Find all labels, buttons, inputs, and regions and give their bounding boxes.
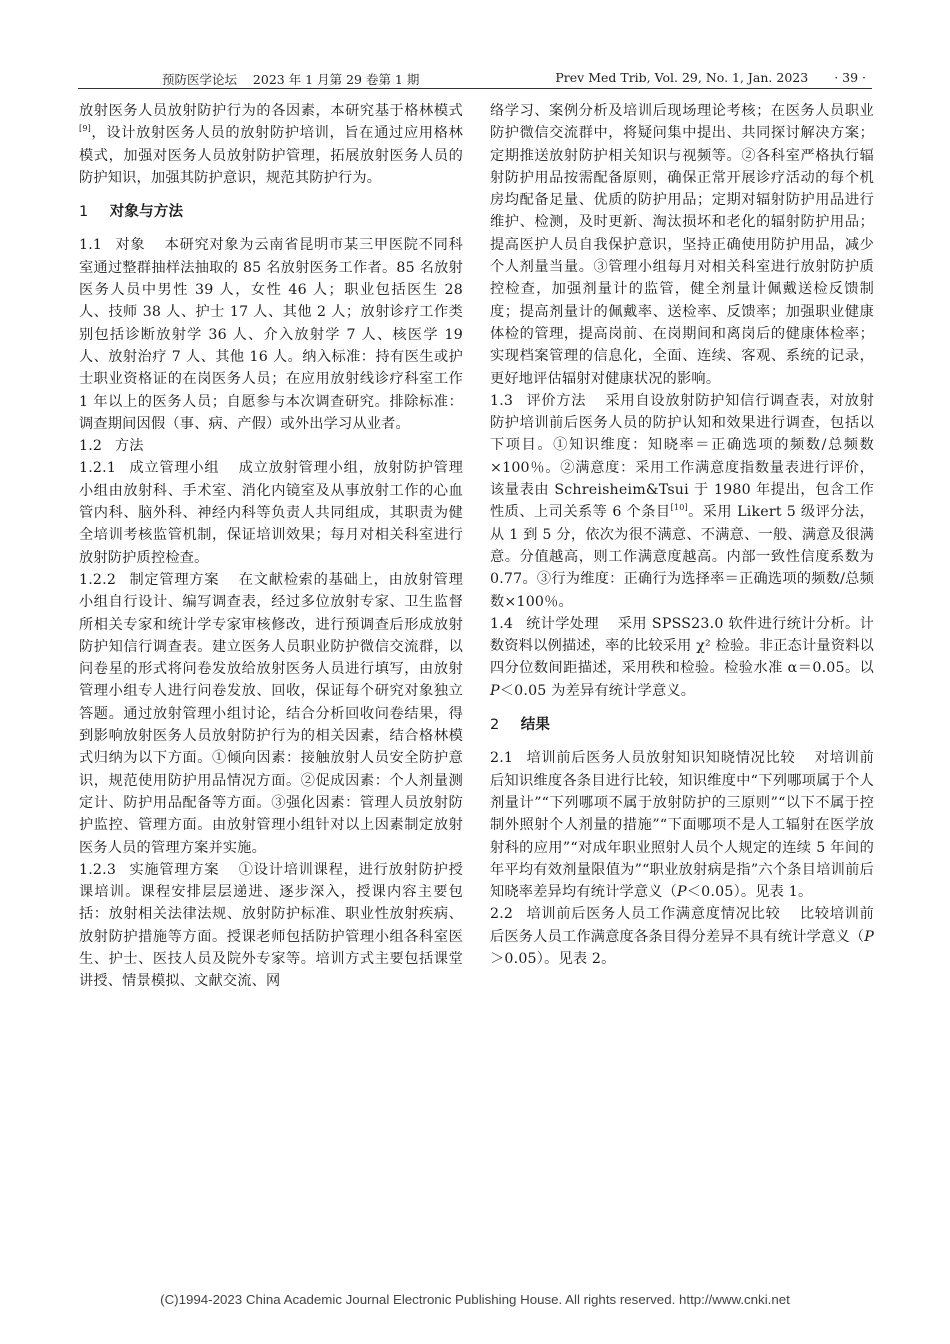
subsection-2-2-title: 培训前后医务人员工作满意度情况比较 (526, 906, 781, 923)
section-2-number: 2 (490, 717, 500, 734)
continued-paragraph (490, 100, 874, 390)
section-1-number: 1 (79, 204, 89, 221)
subsection-1-2 (79, 435, 463, 457)
subsection-1-2-1-title: 成立管理小组 (129, 460, 220, 477)
right-column (490, 100, 874, 970)
subsection-1-4 (490, 613, 874, 702)
intro-text: 放射医务人员放射防护行为的各因素，本研究基于格林模式[9]，设计放射医务人员的放射防护培训，旨在通过应用格林模式，加强对医务人员放射防护管理，拓展放射医务人员的防护知识，加强其防护意识，规范其防护行为。 (79, 103, 463, 186)
subsection-1-2-2-text: 在文献检索的基础上，由放射管理小组自行设计、编写调查表，经过多位放射专家、卫生监督所相关专家和统计学专家审核修改，进行预调查后形成放射防护知信行调查表。建立医务人员职业防护微信交流群，以问卷星的形式将问卷发放给放射医务人员进行填写，由放射管理小组专人进行问卷发放、回收，保证每个研究对象独立答题。通过放射管理小组讨论，结合分析回收问卷结果，得到影响放射医务人员放射防护行为的相关因素，结合格林模式归纳为以下方面。①倾向因素：接触放射人员安全防护意识，规范使用防护用品情况方面。②促成因素：个人剂量测定计、防护用品配备等方面。③强化因素：管理人员放射防护监控、管理方面。由放射管理小组针对以上因素制定放射医务人员的管理方案并实施。 (79, 571, 463, 856)
section-2-title: 结果 (520, 717, 551, 734)
subsection-1-2-title: 方法 (114, 438, 144, 455)
page-number: · 39 · (834, 70, 866, 85)
subsection-2-1-title: 培训前后医务人员放射知识知晓情况比较 (526, 750, 796, 767)
citation-marker: [10] (670, 503, 688, 513)
header-right (555, 70, 866, 85)
subsection-2-2-number: 2.2 (490, 906, 514, 923)
subsection-1-3 (490, 390, 874, 613)
issue-info-cn: 2023 年 1 月第 29 卷第 1 期 (252, 72, 420, 87)
subsection-1-1 (79, 234, 463, 435)
subsection-1-2-3 (79, 859, 463, 993)
section-1-heading (79, 201, 463, 223)
subsection-1-2-1-text: 成立放射管理小组，放射防护管理小组由放射科、手术室、消化内镜室及从事放射工作的心血管内科、脑外科、神经内科等负责人共同组成，其职责为健全培训考核监管机制，保证培训效果；每月对相关科室进行放射防护质控检查。 (79, 460, 463, 566)
subsection-1-2-2 (79, 569, 463, 859)
p-symbol: P (490, 682, 500, 699)
subsection-1-3-title: 评价方法 (526, 392, 587, 409)
subsection-1-2-1 (79, 457, 463, 568)
subsection-2-1 (490, 747, 874, 903)
subsection-1-1-number: 1.1 (79, 237, 103, 254)
subsection-1-4-number: 1.4 (490, 615, 514, 632)
subsection-1-2-3-title: 实施管理方案 (129, 861, 220, 878)
journal-name-cn: 预防医学论坛 (162, 72, 238, 87)
subsection-1-4-title: 统计学处理 (526, 615, 599, 632)
subsection-2-2 (490, 903, 874, 970)
copyright-footer (0, 1292, 950, 1307)
header-left (162, 70, 419, 88)
section-2-heading (490, 714, 874, 736)
p-symbol: P (864, 928, 874, 945)
subsection-1-1-title: 对象 (115, 237, 146, 254)
subsection-2-2-text: 比较培训前后医务人员工作满意度各条目得分差异不具有统计学意义（P＞0.05）。见表 2。 (490, 906, 874, 967)
subsection-2-1-number: 2.1 (490, 750, 514, 767)
left-column (79, 100, 463, 993)
subsection-1-3-number: 1.3 (490, 392, 514, 409)
subsection-2-1-text: 对培训前后知识维度各条目进行比较，知识维度中“下列哪项属于个人剂量计”“下列哪项不属于放射防护的三原则”“以下不属于控制外照射个人剂量的措施”“下面哪项不是人工辐射在医学放射科的应用”“对成年职业照射人员个人规定的连续 5 年间的年平均有效剂量限值为”“职业放射病是指”六个条目培训前后知晓率差异均有统计学意义（P＜0.05）。见表 1。 (490, 750, 874, 901)
subsection-1-3-text: 采用自设放射防护知信行调查表，对放射防护培训前后医务人员的防护认知和效果进行调查，包括以下项目。①知识维度：知晓率＝正确选项的频数/总频数×100％。②满意度：采用工作满意度指数量表进行评价，该量表由 Schreisheim&Tsui 于 1980 年提出，包含工作性质、上司关系等 6 个条目[10]。采用 Likert 5 级评分法，从 1 到 5 分，依次为很不满意、不满意、一般、满意及很满意。分值越高，则工作满意度越高。内部一致性信度系数为 0.77。③行为维度：正确行为选择率＝正确选项的频数/总频数×100％。 (490, 392, 875, 610)
continued-text: 络学习、案例分析及培训后现场理论考核；在医务人员职业防护微信交流群中，将疑问集中提出、共同探讨解决方案；定期推送放射防护相关知识与视频等。②各科室严格执行辐射防护用品按需配备原则，确保正常开展诊疗活动的每个机房均配备足量、优质的防护用品；定期对辐射防护用品进行维护、检测，及时更新、淘汰损坏和老化的辐射防护用品；提高医护人员自我保护意识，坚持正确使用防护用品，减少个人剂量当量。③管理小组每月对相关科室进行放射防护质控检查，加强剂量计的监管，健全剂量计佩戴送检反馈制度；提高剂量计的佩戴率、送检率、反馈率；加强职业健康体检的管理，提高岗前、在岗期间和离岗后的健康体检率；实现档案管理的信息化，全面、连续、客观、系统的记录，更好地评估辐射对健康状况的影响。 (490, 103, 874, 387)
subsection-1-2-number: 1.2 (79, 438, 103, 455)
subsection-1-1-text: 本研究对象为云南省昆明市某三甲医院不同科室通过整群抽样法抽取的 85 名放射医务工作者。85 名放射医务人员中男性 39 人，女性 46 人；职业包括医生 28 人、技师 38 人、护士 17 人、其他 2 人；放射诊疗工作类别包括诊断放射学 36 人、介入放射学 7 人、核医学 19 人、放射治疗 7 人、其他 16 人。纳入标准：持有医生或护士职业资格证的在岗医务人员；在应用放射线诊疗科室工作 1 年以上的医务人员；自愿参与本次调查研究。排除标准：调查期间因假（事、病、产假）或外出学习从业者。 (79, 237, 464, 432)
p-symbol: P (677, 884, 687, 901)
running-header (78, 64, 872, 89)
subsection-1-2-2-number: 1.2.2 (79, 571, 117, 588)
subsection-1-2-3-text: ①设计培训课程，进行放射防护授课培训。课程安排层层递进、逐步深入，授课内容主要包括：放射相关法律法规、放射防护标准、职业性放射疾病、放射防护措施等方面。授课老师包括防护管理小组各科室医生、护士、医技人员及院外专家等。培训方式主要包括课堂讲授、情景模拟、文献交流、网 (79, 861, 463, 990)
copyright-text: (C)1994-2023 China Academic Journal Electronic Publishing House. All rights reserved. http://www.cnki.net (160, 1292, 790, 1307)
subsection-1-4-text: 采用 SPSS23.0 软件进行统计分析。计数资料以例描述，率的比较采用 χ² 检验。非正态计量资料以四分位数间距描述，采用秩和检验。检验水准 α＝0.05。以 P＜0.05 为差异有统计学意义。 (490, 615, 874, 699)
subsection-1-2-3-number: 1.2.3 (79, 861, 117, 878)
subsection-1-2-1-number: 1.2.1 (79, 460, 117, 477)
intro-paragraph (79, 100, 463, 189)
citation-marker: [9] (79, 124, 91, 134)
journal-name-en: Prev Med Trib, Vol. 29, No. 1, Jan. 2023 (555, 70, 809, 85)
subsection-1-2-2-title: 制定管理方案 (129, 571, 220, 588)
section-1-title: 对象与方法 (109, 204, 184, 221)
